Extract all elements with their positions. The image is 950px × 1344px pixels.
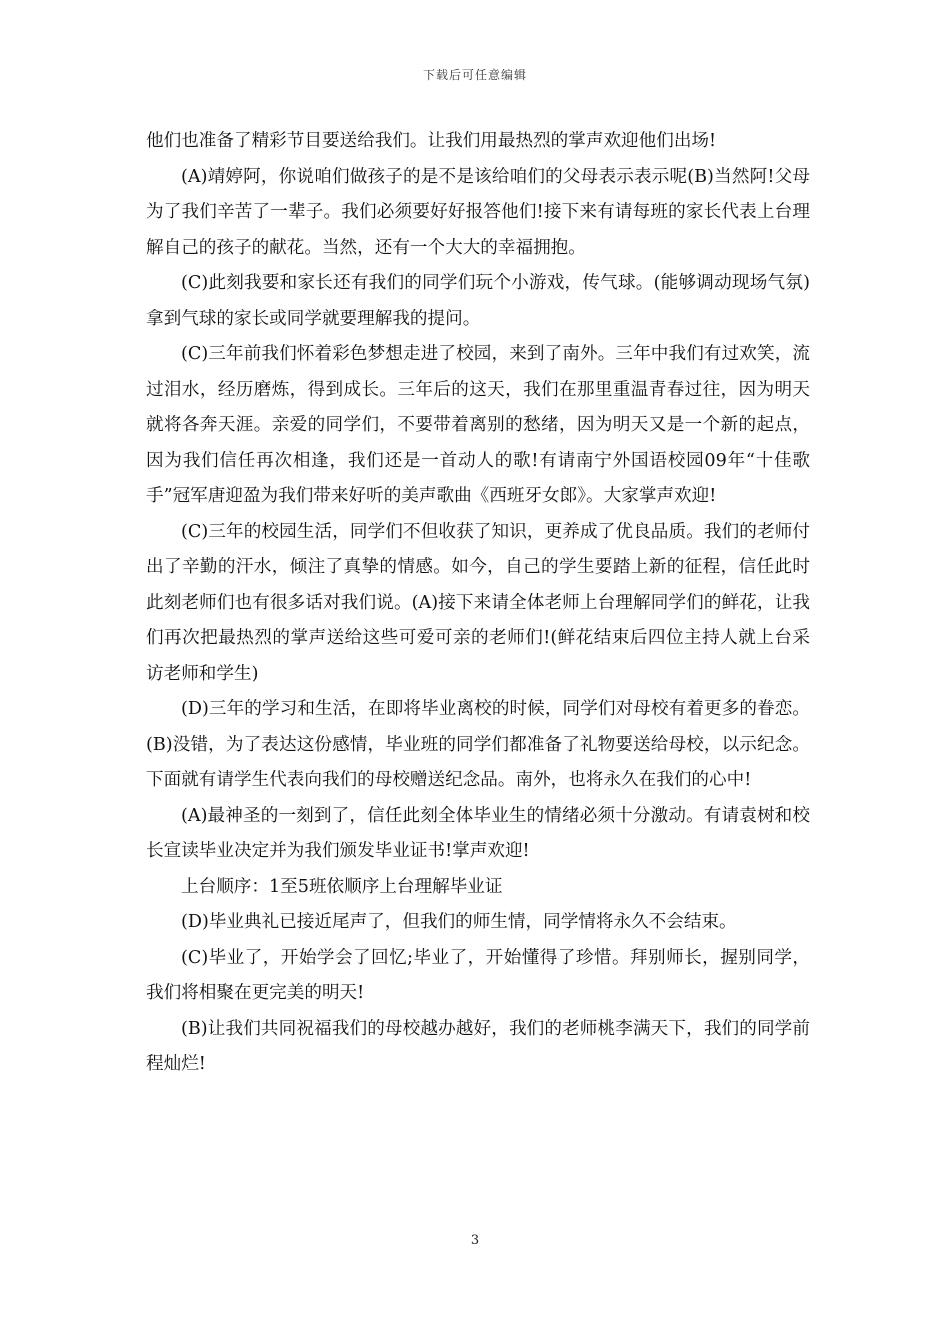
paragraph: (C)毕业了，开始学会了回忆;毕业了，开始懂得了珍惜。拜别师长，握别同学，我们将相聚在更完美的明天!	[146, 947, 810, 1003]
paragraph: (A)靖婷阿，你说咱们做孩子的是不是该给咱们的父母表示表示呢(B)当然阿!父母为了我们辛苦了一辈子。我们必须要好好报答他们!接下来有请每班的家长代表上台理解自己的孩子的献花。当然，还有一个大大的幸福拥抱。	[146, 166, 810, 258]
paragraph: (D)三年的学习和生活，在即将毕业离校的时候，同学们对母校有着更多的眷恋。(B)没错，为了表达这份感情，毕业班的同学们都准备了礼物要送给母校，以示纪念。下面就有请学生代表向我们的母校赠送纪念品。南外，也将永久在我们的心中!	[146, 699, 810, 790]
paragraph: (C)此刻我要和家长还有我们的同学们玩个小游戏，传气球。(能够调动现场气氛)拿到气球的家长或同学就要理解我的提问。	[146, 273, 810, 329]
paragraph: 他们也准备了精彩节目要送给我们。让我们用最热烈的掌声欢迎他们出场!	[146, 131, 717, 151]
paragraph: (D)毕业典礼已接近尾声了，但我们的师生情，同学情将永久不会结束。	[181, 912, 737, 932]
paragraph: (A)最神圣的一刻到了，信任此刻全体毕业生的情绪必须十分激动。有请袁树和校长宣读毕业决定并为我们颁发毕业证书!掌声欢迎!	[146, 805, 810, 861]
paragraph: (B)让我们共同祝福我们的母校越办越好，我们的老师桃李满天下，我们的同学前程灿烂!	[146, 1018, 810, 1074]
page-number: 3	[470, 1233, 480, 1248]
paragraph: (C)三年前我们怀着彩色梦想走进了校园，来到了南外。三年中我们有过欢笑，流过泪水，经历磨炼，得到成长。三年后的这天，我们在那里重温青春过往，因为明天就将各奔天涯。亲爱的同学们，不要带着离别的愁绪，因为明天又是一个新的起点，因为我们信任再次相逢，我们还是一首动人的歌!有请南宁外国语校园09年“十佳歌手”冠军唐迎盈为我们带来好听的美声歌曲《西班牙女郎》。大家掌声欢迎!	[146, 344, 810, 506]
paragraph: 上台顺序：1至5班依顺序上台理解毕业证	[181, 876, 503, 897]
document-body	[146, 124, 810, 1083]
page-header: 下载后可任意编辑	[422, 68, 527, 82]
paragraph: (C)三年的校园生活，同学们不但收获了知识，更养成了优良品质。我们的老师付出了辛勤的汗水，倾注了真挚的情感。如今，自己的学生要踏上新的征程，信任此时此刻老师们也有很多话对我们说。(A)接下来请全体老师上台理解同学们的鲜花，让我们再次把最热烈的掌声送给这些可爱可亲的老师们!(鲜花结束后四位主持人就上台采访老师和学生)	[146, 521, 810, 684]
